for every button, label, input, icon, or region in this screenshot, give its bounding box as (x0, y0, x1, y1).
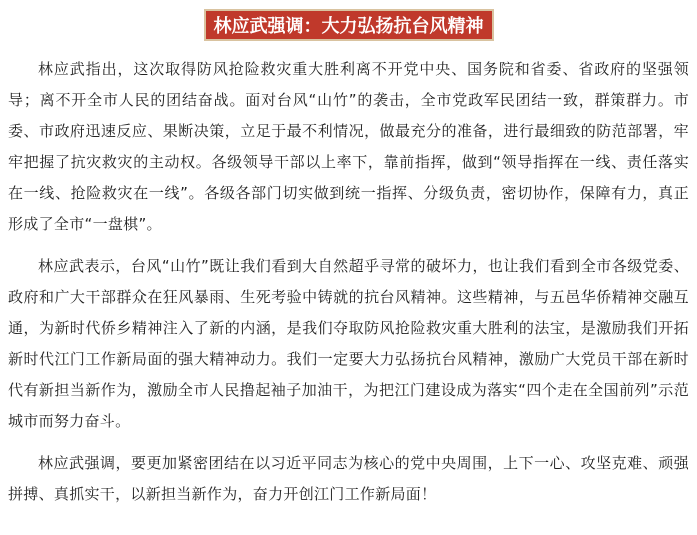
title-wrap (8, 0, 689, 44)
article-body (8, 54, 689, 510)
article-title: 林应武强调：大力弘扬抗台风精神 (204, 9, 494, 41)
paragraph-3: 林应武强调，要更加紧密团结在以习近平同志为核心的党中央周围，上下一心、攻坚克难、顽强拼搏、真抓实干，以新担当新作为，奋力开创江门工作新局面！ (8, 454, 689, 503)
paragraph-2: 林应武表示，台风“山竹”既让我们看到大自然超乎寻常的破坏力，也让我们看到全市各级党委、政府和广大干部群众在狂风暴雨、生死考验中铸就的抗台风精神。这些精神，与五邑华侨精神交融互通，为新时代侨乡精神注入了新的内涵，是我们夺取防风抢险救灾重大胜利的法宝，是激励我们开拓新时代江门工作新局面的强大精神动力。我们一定要大力弘扬抗台风精神，激励广大党员干部在新时代有新担当新作为，激励全市人民撸起袖子加油干，为把江门建设成为落实“四个走在全国前列”示范城市而努力奋斗。 (8, 257, 689, 430)
paragraph-1: 林应武指出，这次取得防风抢险救灾重大胜利离不开党中央、国务院和省委、省政府的坚强领导；离不开全市人民的团结奋战。面对台风“山竹”的袭击，全市党政军民团结一致，群策群力。市委、市政府迅速反应、果断决策，立足于最不利情况，做最充分的准备，进行最细致的防范部署，牢牢把握了抗灾救灾的主动权。各级领导干部以上率下，靠前指挥，做到“领导指挥在一线、责任落实在一线、抢险救灾在一线”。各级各部门切实做到统一指挥、分级负责，密切协作，保障有力，真正形成了全市“一盘棋”。 (8, 60, 689, 233)
